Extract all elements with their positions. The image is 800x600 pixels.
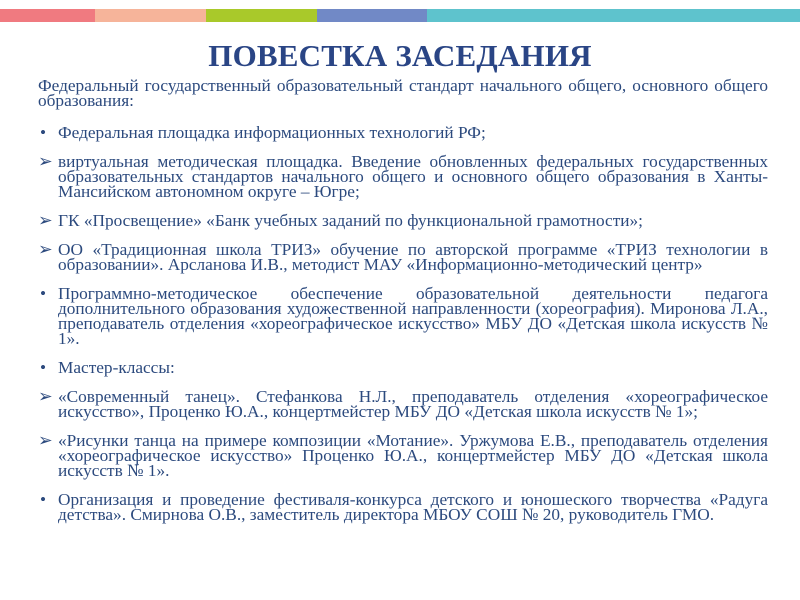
agenda-item — [38, 213, 768, 228]
agenda-item — [38, 492, 768, 522]
bullet-icon: • — [40, 284, 47, 303]
stripe-segment — [0, 9, 95, 22]
agenda-item-text: «Рисунки танца на примере композиции «Мотание». Уржумова Е.В., преподаватель отделения «хореографическое искусство» Проценко Ю.А., концертмейстер МБУ ДО «Детская школа искусств № 1». — [58, 431, 768, 480]
agenda-item-text: Федеральная площадка информационных технологий РФ; — [58, 123, 486, 142]
agenda-item-text: «Современный танец». Стефанкова Н.Л., преподаватель отделения «хореографическое искусство», Проценко Ю.А., концертмейстер МБУ ДО «Детская школа искусств № 1»; — [58, 387, 768, 421]
agenda-item — [38, 154, 768, 199]
agenda-item-text: ГК «Просвещение» «Банк учебных заданий по функциональной грамотности»; — [58, 211, 643, 230]
agenda-item — [38, 433, 768, 478]
agenda-item-text: Мастер-классы: — [58, 358, 175, 377]
agenda-item — [38, 125, 768, 140]
bullet-icon: • — [40, 123, 47, 142]
agenda-item — [38, 242, 768, 272]
agenda-item-text: ОО «Традиционная школа ТРИЗ» обучение по авторской программе «ТРИЗ технологии в образовании». Арсланова И.В., методист МАУ «Информационно-методический центр» — [58, 240, 768, 274]
agenda-item-text: Организация и проведение фестиваля-конкурса детского и юношеского творчества «Радуга детства». Смирнова О.В., заместитель директора МБОУ СОШ № 20, руководитель ГМО. — [58, 490, 768, 524]
agenda-item — [38, 389, 768, 419]
decorative-color-stripe — [0, 9, 800, 22]
intro-text: Федеральный государственный образовательный стандарт начального общего, основного общего образования: — [38, 76, 768, 110]
agenda-item-text: Программно-методическое обеспечение образовательной деятельности педагога дополнительного образования художественной направленности (хореография). Миронова Л.А., преподаватель отделения «хореографическое искусство» МБУ ДО «Детская школа искусств № 1». — [58, 284, 768, 348]
stripe-segment — [206, 9, 317, 22]
stripe-segment — [95, 9, 206, 22]
agenda-item — [38, 360, 768, 375]
agenda-content — [38, 78, 768, 536]
bullet-icon: • — [40, 490, 47, 509]
slide-title: ПОВЕСТКА ЗАСЕДАНИЯ — [208, 38, 592, 73]
agenda-item — [38, 286, 768, 346]
stripe-segment — [427, 9, 800, 22]
arrow-bullet-icon: ➢ — [38, 211, 53, 230]
bullet-icon: • — [40, 358, 47, 377]
arrow-bullet-icon: ➢ — [38, 387, 53, 406]
stripe-segment — [317, 9, 427, 22]
arrow-bullet-icon: ➢ — [38, 240, 53, 259]
arrow-bullet-icon: ➢ — [38, 431, 53, 450]
agenda-item-text: виртуальная методическая площадка. Введение обновленных федеральных государственных образовательных стандартов начального общего и основного общего образования в Ханты-Мансийском автономном округе – Югре; — [58, 152, 768, 201]
agenda-list — [38, 125, 768, 522]
arrow-bullet-icon: ➢ — [38, 152, 53, 171]
